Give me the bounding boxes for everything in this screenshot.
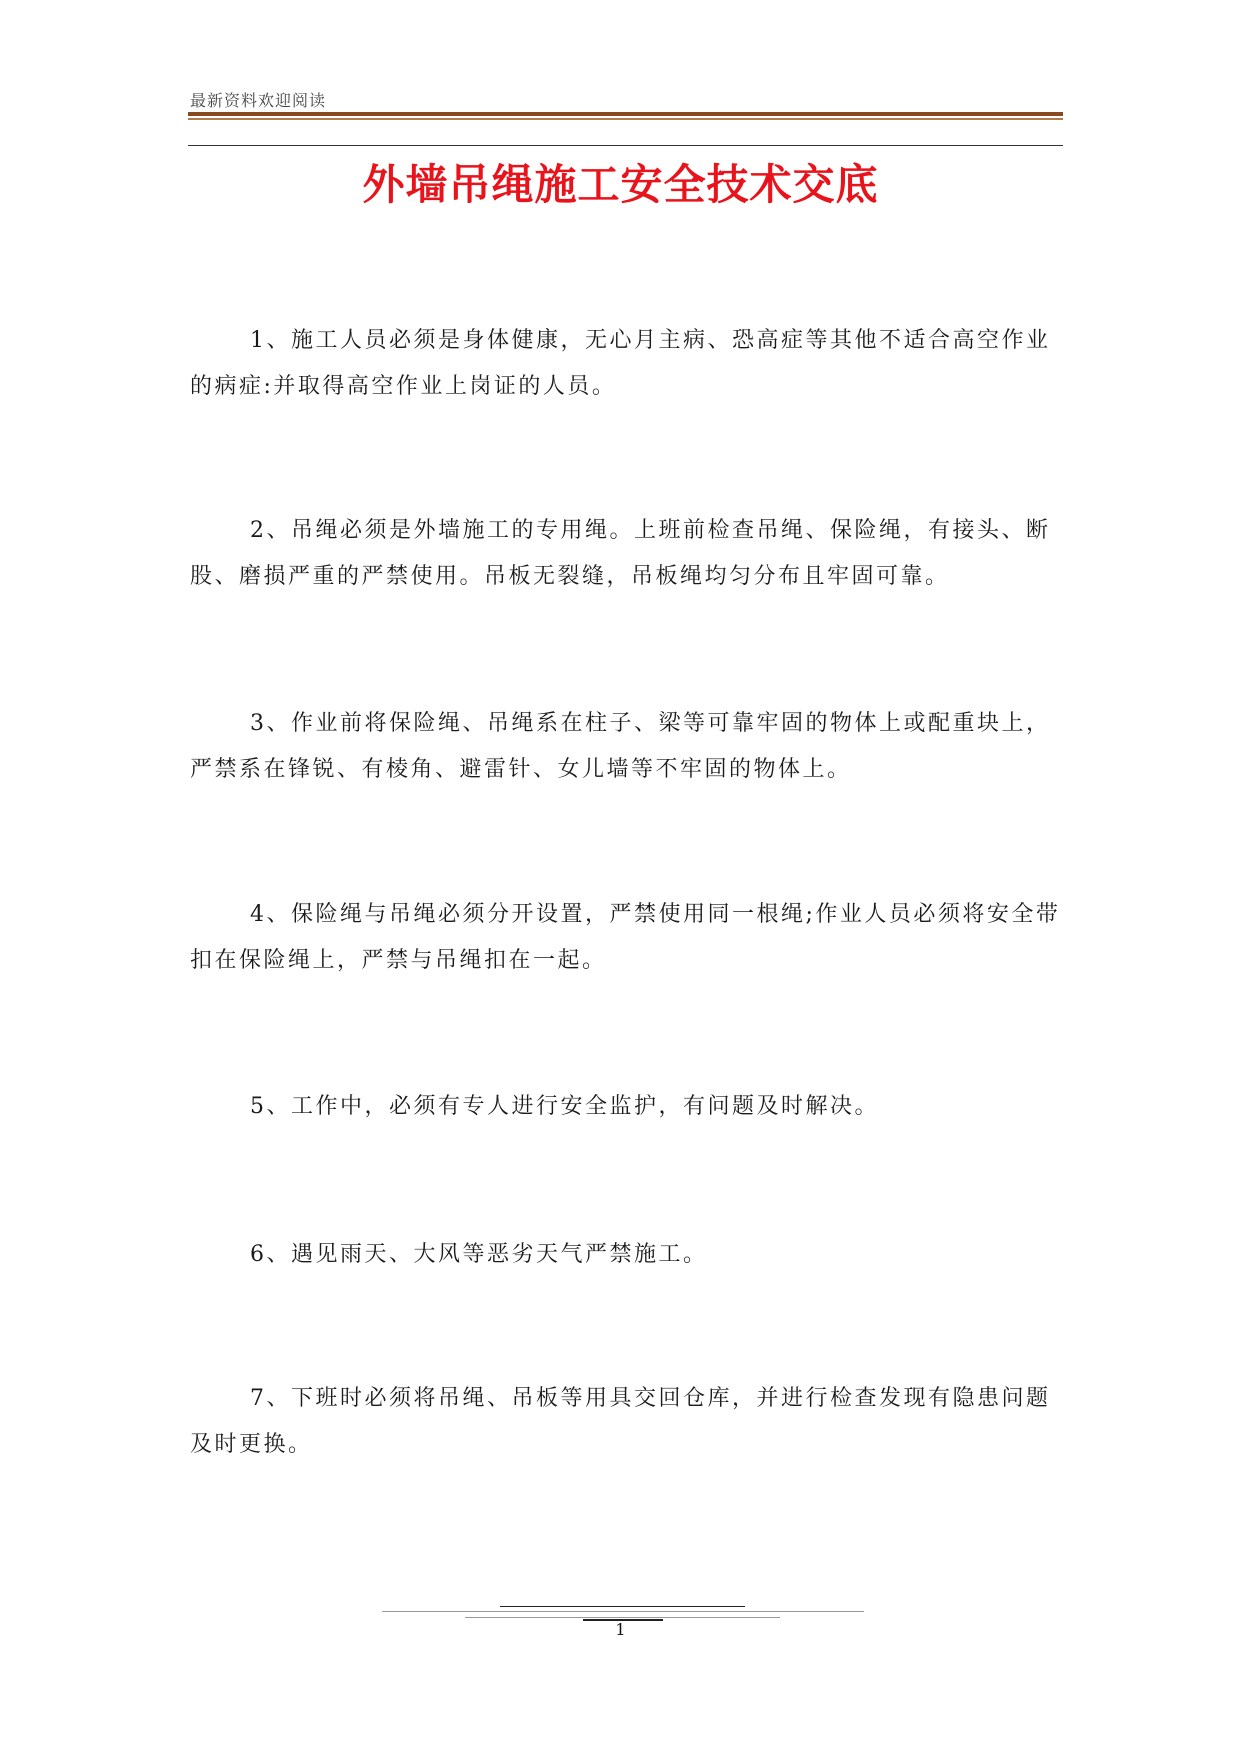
header-rule-thin [188,145,1063,146]
footer-rule-mid [465,1617,780,1618]
page-number: 1 [615,1620,626,1639]
paragraph-4: 4、保险绳与吊绳必须分开设置，严禁使用同一根绳;作业人员必须将安全带扣在保险绳上，严禁与吊绳扣在一起。 [190,902,1061,973]
document-title: 外墙吊绳施工安全技术交底 [362,160,879,209]
header-text: 最新资料欢迎阅读 [190,91,327,110]
paragraph-5: 5、工作中，必须有专人进行安全监护，有问题及时解决。 [250,1094,879,1119]
footer-rule-long [382,1611,864,1612]
paragraph-6: 6、遇见雨天、大风等恶劣天气严禁施工。 [250,1242,708,1267]
header-rule-mid [188,118,1063,120]
paragraph-3: 3、作业前将保险绳、吊绳系在柱子、梁等可靠牢固的物体上或配重块上，严禁系在锋锐、有棱角、避雷针、女儿墙等不牢固的物体上。 [190,711,1051,782]
paragraph-2: 2、吊绳必须是外墙施工的专用绳。上班前检查吊绳、保险绳，有接头、断股、磨损严重的严禁使用。吊板无裂缝，吊板绳均匀分布且牢固可靠。 [190,518,1051,589]
footer-rule-top [500,1606,745,1607]
paragraph-1: 1、施工人员必须是身体健康，无心月主病、恐高症等其他不适合高空作业的病症:并取得高空作业上岗证的人员。 [190,328,1051,399]
paragraph-7: 7、下班时必须将吊绳、吊板等用具交回仓库，并进行检查发现有隐患问题及时更换。 [190,1386,1051,1457]
header-rule-thick [188,112,1063,116]
